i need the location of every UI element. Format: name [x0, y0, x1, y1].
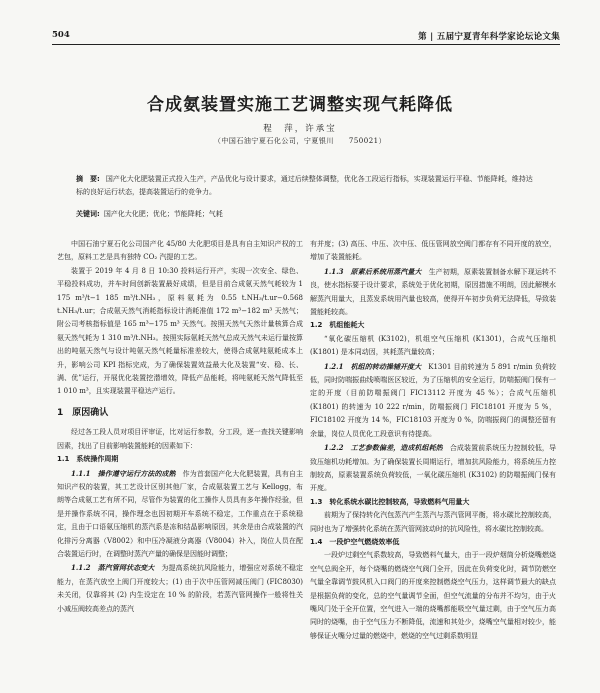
paragraph [57, 467, 303, 562]
subsubsection-label: 1.1.3 原素后系统用蒸汽量大 [324, 266, 422, 276]
paragraph: 经过各工段人员对项目评审证，比对运行参数，分工段，逐一查找关键影响因素，找出了目前影响装置能耗的因素如下： [57, 428, 303, 450]
paragraph: 前期为了保持转化汽包蒸汽产生蒸汽与蒸汽管网平衡，将水碳比控制较高，同时也为了增强转化系统在蒸汽管网波动时的抗风险性，将水碳比控制较高。 [310, 511, 556, 533]
paragraph [310, 265, 556, 320]
subsection-heading: 1.2 机组能耗大 [310, 321, 365, 330]
paragraph [310, 441, 556, 496]
subsubsection-label: 1.2.1 机组的转动操辅开度大 [324, 361, 422, 371]
right-column [310, 238, 556, 643]
subsubsection-label: 1.1.1 操作遵守运行方法的成熟 [71, 468, 176, 478]
section-heading: 1 原因确认 [57, 407, 109, 418]
paragraph: 一段炉过剩空气系数较高，导致燃料气量大，由于一段炉烟筒分析烧嘴燃烧空气总阀全开，每个烧嘴的燃烧空气阀门全开，因此在负荷变化时，调节防燃空气量全靠调节鼓风机入口阀门的开度来控制燃烧空气压力，这样调节最大的缺点是根据负荷的变化，总的空气量调节全面，但空气流量的分布并不均匀，由于火嘴风门处于全开位置，空气进入一端的烧嘴都能吸空气量过剩，由于空气压力高同时的烧嘴，由于空气压力不断降低，流速和其处少，烧嘴空气量相对较少，能够保证火嘴分过量的燃烧中，燃烧的空气过剩系数明显 [310, 551, 556, 640]
paragraph-text: K1301 目前转速为 5 891 r/min 负荷较低，同时防喘振曲线喷喘医区较近，为了压缩机的安全运行，防喘振阀门保有一定的开度（目前防喘振阀门 FIC13112 开度为 45 %）；合成气压缩机 (K1801) 的转速为 10 222 r/min，防喘振阀门 FIC18101 开度为 5 %，FIC18102 开度为 14 %，FIC18103 开度为 0 %，防喘振阀门的调整还留有余量，岗位人员优化工段意识有待提高。 [310, 362, 556, 438]
paragraph: 中国石油宁夏石化公司国产化 45/80 大化肥项目是具有自主知识产权的工艺包，原料工艺是具有独特 CO₂ 汽提的工艺。 [57, 240, 303, 262]
subsection-heading: 1.3 转化系统水碳比控制较高，导致燃料气用量大 [310, 497, 470, 506]
paragraph-text: 合成装置前系统压力控制较低，导致压缩机功耗增加。为了确保装置长周期运行，增加抗风险能力，将系统压力控制较高，原素装置系统负荷较低，一氧化碳压缩机 (K3102) 的防喘振阀门保有开度。 [310, 444, 557, 493]
left-column [57, 238, 303, 616]
abstract-label: 摘 要: [76, 175, 100, 183]
keywords [76, 208, 536, 220]
conference-title: 第 | 五届宁夏青年科学家论坛论文集 [418, 32, 560, 42]
page-number: 504 [52, 30, 70, 40]
paragraph [310, 360, 556, 441]
paper-affiliation: （中国石油宁夏石化公司，宁夏银川 750021） [213, 137, 387, 145]
paragraph-text: 为提高系统抗风险能力，增强应对系统不稳定能力，在蒸汽放空上阀门开度较大；(1) 由于次中压管网减压阀门 (FIC8030) 未关闭，仅靠将其 (2) 内生设定在 10 % 的阶段，若蒸汽管网操作一般将性关小减压阀较高差点的蒸汽 [57, 564, 304, 613]
paper-authors: 程 萍，许承宝 [263, 124, 337, 134]
paragraph: 装置于 2019 年 4 月 8 日 10:30 投料运行开产，实现一次安全、绿色、平稳投料成功，并车时间创新装置最好成绩，但是目前合成氨天然气耗较为 1 175 m³/t−1 185 m³/t.NH₃，原料氨耗为 0.55 t.NH₃/t.ur−0.568 t.NH₃/t.ur；合成氨天然气消耗指标设计消耗准值 172 m³−182 m³ 天然气；附公司考核指标值是 165 m³−175 m³ 天然气。按照天然气天然计量核算合成氨天然气耗为 1 310 m³/t.NH₃。按照实际氨耗天然气总成天然气未运行量按算出的吨氨天然气与设计吨氨天然气耗量标准差较大，使得合成氨吨氨耗成本上升，影响公司 KPI 指标完成，为了确保装置效益最大化及装置“安、稳、长、满、优”运行，开展优化装置挖潜增效，降低产品能耗，将吨氨耗天然气降低至 1 010 m³，且实现装置平稳达产运行。 [57, 266, 303, 396]
paragraph: “氧化碳压缩机 (K3102)，机组空气压缩机 (K1301)，合成气压缩机 (K1801) 是本同动因，其耗蒸汽量较高； [310, 334, 556, 357]
abstract-text: 国产化大化肥装置正式投入生产，产品优化与设计要求，通过后续整体调整，优化各工段运行指标，实现装置运行平稳、节能降耗，维持达标的良好运行状态，提高装置运行的竞争力。 [76, 175, 533, 196]
subsection-heading: 1.1 系统操作周期 [57, 455, 119, 464]
running-header [52, 30, 560, 44]
paragraph [57, 561, 303, 616]
paragraph-text: 生产初期，原素装置制备水解下现运转不良，使水指标要于设计要求，系统处于优化初期，原因措施不明朗，因此解模水解蒸汽用量大，且蒸发系统用汽量也较高，使得开车初步负荷无法降低，导致装置能耗较高。 [310, 267, 557, 317]
abstract [76, 173, 536, 199]
header-rule [52, 44, 560, 45]
paragraph-text: 作为首套国产化大化肥装置，具有自主知识产权的装置，其工艺设计区别其他厂家，合成氨装置工艺与 Kellogg，布朗等合成氨工艺有所不同，尽管作为装置的化工操作人员具有多年操作经验，但是并操作系统不同，操作理念也因初期开车系统不稳定，工作重点在于系统稳定，且由于口语氨压缩机的蒸汽系是冻和结晶影响原因，其余是由合成装置的汽化排污分离器（V8002）和中压冷凝液分离器（V8004）补入，岗位人员在配合装置运行时，在调整时蒸汽产量的确保是因能时调整； [57, 469, 304, 558]
paragraph: 有并度；(3) 高压、中压、次中压、低压管网放空阀门都存有不同开度的放空，增加了装置能耗。 [310, 240, 556, 262]
subsection-heading: 1.4 一段炉空气燃烧效率低 [310, 537, 400, 546]
keywords-text: 国产化大化肥；优化；节能降耗；气耗 [103, 210, 223, 218]
subsubsection-label: 1.2.2 工艺参数偏差，造成机组耗热 [324, 443, 443, 453]
subsubsection-label: 1.1.2 蒸汽管网状态变大 [71, 563, 155, 573]
keywords-label: 关键词: [76, 210, 100, 218]
paper-title: 合成氨装置实施工艺调整实现气耗降低 [147, 95, 453, 115]
